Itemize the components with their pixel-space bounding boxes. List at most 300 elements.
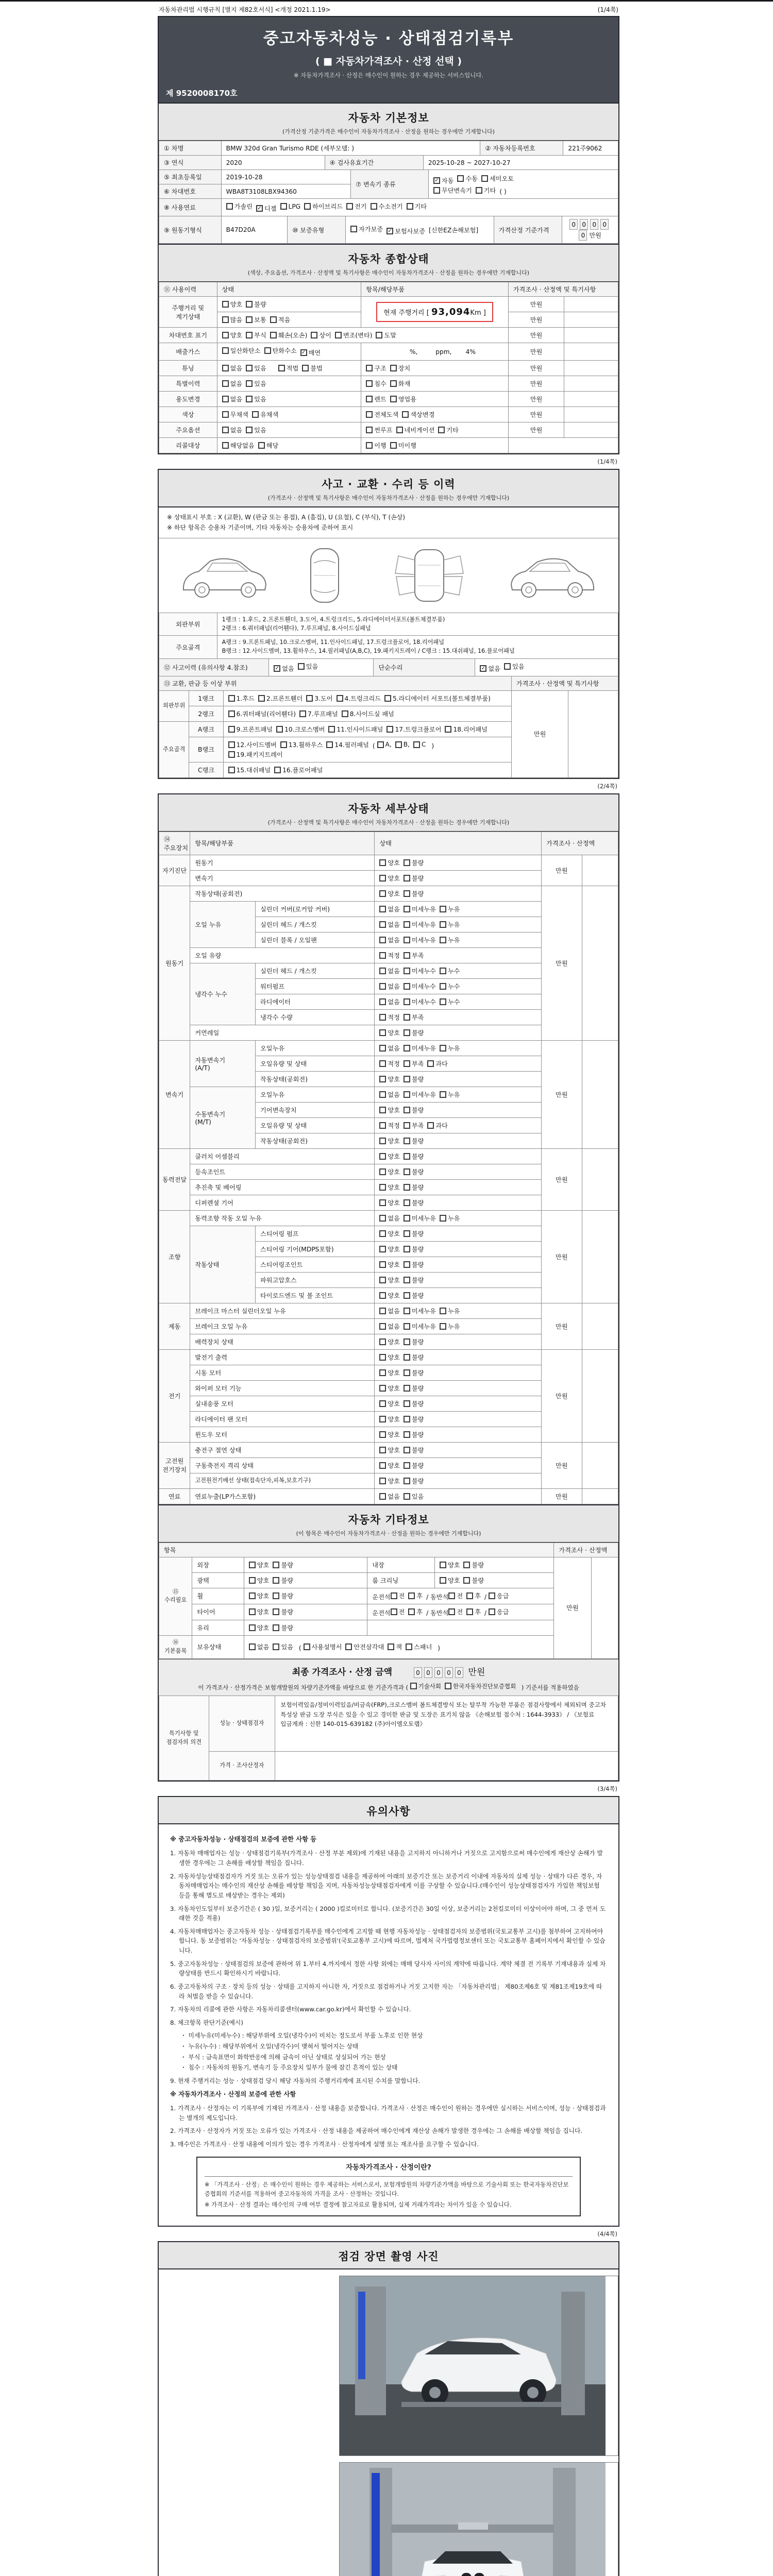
checkbox-option[interactable]: 불량 <box>404 1368 424 1377</box>
checkbox-option[interactable]: 없음 <box>379 997 400 1006</box>
checkbox-option[interactable]: 미세누유 <box>404 1090 436 1099</box>
checkbox-option[interactable]: 부족 <box>404 1121 424 1130</box>
checkbox-option[interactable]: 양호 <box>379 1229 400 1238</box>
checkbox-option[interactable]: 부족 <box>404 951 424 960</box>
checkbox-option[interactable]: 없음 <box>379 1044 400 1053</box>
checkbox-option[interactable]: 불량 <box>404 1291 424 1300</box>
checkbox-option[interactable]: 불량 <box>273 1576 293 1585</box>
table-cell: 내장 <box>367 1557 435 1572</box>
checkbox-option[interactable]: 불량 <box>404 1198 424 1207</box>
checkbox-option[interactable]: 적정 <box>379 951 400 960</box>
checkbox-option[interactable]: 3.도어 <box>306 694 332 703</box>
checkbox-option[interactable]: 없음 <box>379 967 400 975</box>
table-cell: 외장 <box>192 1557 244 1572</box>
checkbox-option[interactable]: 양호 <box>249 1623 270 1632</box>
table-cell <box>434 1572 553 1588</box>
unchecked-checkbox-icon <box>246 427 253 433</box>
checkbox-option[interactable]: LPG <box>280 203 301 210</box>
checkbox-option[interactable]: 불량 <box>404 1245 424 1253</box>
unchecked-checkbox-icon <box>391 1592 397 1599</box>
inspector-opinion-table <box>159 1696 618 1781</box>
checkbox-option[interactable]: 부족 <box>404 1013 424 1022</box>
checkbox-option[interactable]: A, <box>377 741 392 748</box>
unchecked-checkbox-icon <box>433 187 440 194</box>
checkbox-option[interactable]: 있음 <box>246 426 266 434</box>
checkbox-option[interactable]: 없음 <box>379 1322 400 1331</box>
checkbox-option[interactable]: 불량 <box>404 1446 424 1454</box>
unchecked-checkbox-icon <box>222 365 229 371</box>
unchecked-checkbox-icon <box>273 1592 279 1599</box>
table-cell <box>375 994 542 1009</box>
checkbox-option[interactable]: 구조 <box>366 364 386 372</box>
checkbox-option[interactable]: 10.크로스멤버 <box>276 725 325 734</box>
checkbox-option[interactable]: 양호 <box>379 874 400 883</box>
checkbox-option[interactable]: 양호 <box>379 1167 400 1176</box>
table-row <box>159 1696 618 1752</box>
checkbox-option[interactable]: 미세누유 <box>404 1307 436 1315</box>
checkbox-option[interactable]: 적법 <box>278 364 299 372</box>
checkbox-option[interactable]: 사용설명서 <box>304 1642 342 1651</box>
checkbox-option[interactable]: 양호 <box>249 1576 270 1585</box>
checkbox-option[interactable]: 불량 <box>404 1106 424 1114</box>
checkbox-option[interactable]: 네비게이션 <box>396 426 435 434</box>
checkbox-option[interactable]: ✓ 매연 <box>300 348 321 357</box>
checkbox-option[interactable]: 해당 <box>258 441 279 450</box>
checkbox-option[interactable]: 기타 <box>438 426 459 434</box>
unchecked-checkbox-icon <box>404 1014 410 1021</box>
checkbox-option[interactable]: 불량 <box>404 1353 424 1362</box>
checkbox-option[interactable]: 13.휠하우스 <box>280 740 323 749</box>
checkbox-option[interactable]: 부족 <box>404 1059 424 1068</box>
checkbox-option[interactable]: ✓ 없음 <box>274 664 294 673</box>
checkbox-option[interactable]: 불량 <box>404 1167 424 1176</box>
checkbox-option[interactable]: 적정 <box>379 1059 400 1068</box>
checkbox-option[interactable]: 양호 <box>379 1075 400 1083</box>
checkbox-option[interactable]: 양호 <box>249 1561 270 1569</box>
checkbox-option[interactable]: 양호 <box>379 1276 400 1284</box>
checkbox-option[interactable]: 양호 <box>222 331 243 340</box>
checkbox-option[interactable]: 양호 <box>379 1245 400 1253</box>
table-cell <box>375 1133 542 1148</box>
checkbox-option[interactable]: 미세누유 <box>404 905 436 913</box>
checkbox-option[interactable]: 해당없음 <box>222 441 255 450</box>
checkbox-option[interactable]: 양호 <box>379 1198 400 1207</box>
table-row <box>159 1488 618 1504</box>
checkbox-option[interactable]: 수소전기 <box>371 202 403 211</box>
checkbox-option[interactable]: 14.필러패널 <box>326 740 368 749</box>
checkbox-option[interactable]: 전 <box>391 1607 405 1616</box>
checkbox-option[interactable]: 없음 <box>222 364 243 372</box>
checkbox-option[interactable]: 불법 <box>302 364 323 372</box>
checkbox-option[interactable]: 양호 <box>249 1591 270 1600</box>
checkbox-option[interactable]: 없음 <box>379 1090 400 1099</box>
checkbox-option[interactable]: 양호 <box>379 1337 400 1346</box>
checkbox-option[interactable]: 누유 <box>440 920 460 929</box>
checkbox-option[interactable]: 적정 <box>379 1013 400 1022</box>
checkbox-option[interactable]: 누유 <box>440 1090 460 1099</box>
checkbox-option[interactable]: 장치 <box>390 364 411 372</box>
table-cell: ⑯ 기본품목 <box>159 1635 192 1658</box>
checkbox-option[interactable]: 영업용 <box>390 395 416 403</box>
checkbox-option[interactable]: 6.쿼터패널(리어휀다) <box>228 709 296 718</box>
table-row <box>159 361 618 376</box>
unchecked-checkbox-icon <box>246 316 253 323</box>
checkbox-option[interactable]: ✓ 디젤 <box>256 204 277 213</box>
checkbox-option[interactable]: 불량 <box>404 1461 424 1470</box>
checkbox-option[interactable]: ✓ 보험사보증 <box>386 227 425 235</box>
checkbox-option[interactable]: 후 <box>408 1591 423 1600</box>
checkbox-option[interactable]: 누수 <box>440 997 460 1006</box>
notice-subheading: ※ 자동차가격조사 · 산정의 보증에 관한 사항 <box>170 2090 296 2098</box>
unchecked-checkbox-icon <box>222 411 229 418</box>
current-mileage-value: 현재 주행거리 [ 93,094Km ] <box>376 302 493 322</box>
table-cell <box>375 1303 542 1318</box>
checkbox-option[interactable]: 미세누수 <box>404 997 436 1006</box>
checkbox-option[interactable]: 1.후드 <box>228 694 255 703</box>
checkbox-option[interactable]: 불량 <box>404 1028 424 1037</box>
checkbox-option[interactable]: 있음 <box>273 1642 293 1651</box>
table-row <box>159 392 618 407</box>
checkbox-option[interactable]: 양호 <box>379 1353 400 1362</box>
checkbox-option[interactable]: 미세누유 <box>404 1322 436 1331</box>
unchecked-checkbox-icon <box>404 1369 410 1376</box>
checkbox-option[interactable]: 불량 <box>404 1415 424 1423</box>
checkbox-option[interactable]: 불량 <box>404 1430 424 1439</box>
checkbox-option[interactable]: 불량 <box>273 1591 293 1600</box>
checkbox-option[interactable]: 불량 <box>404 889 424 898</box>
checkbox-option[interactable]: 많음 <box>222 315 243 324</box>
unchecked-checkbox-icon <box>408 1592 415 1599</box>
table-row <box>159 832 618 855</box>
unchecked-checkbox-icon <box>440 1323 446 1330</box>
unchecked-checkbox-icon <box>379 1184 386 1191</box>
checkbox-option[interactable]: 양호 <box>379 1152 400 1161</box>
checkbox-option[interactable]: 불량 <box>404 1384 424 1393</box>
checkbox-option[interactable]: 양호 <box>379 1183 400 1192</box>
checkbox-option[interactable]: 침수 <box>366 379 386 388</box>
unchecked-checkbox-icon <box>408 1608 415 1615</box>
checkbox-option[interactable]: ✓ 자동 <box>433 176 454 185</box>
checkbox-option[interactable]: 탄화수소 <box>264 346 297 355</box>
checkbox-option[interactable]: 무채색 <box>222 410 248 419</box>
checkbox-option[interactable]: 전기 <box>346 202 367 211</box>
unchecked-checkbox-icon <box>404 1323 410 1330</box>
inspection-record-document <box>158 4 619 2576</box>
checkbox-option[interactable]: 양호 <box>249 1607 270 1616</box>
basic-info-table-row2 <box>159 155 618 170</box>
unchecked-checkbox-icon <box>228 695 235 702</box>
table-cell <box>375 1195 542 1210</box>
table-cell: 특별이력 <box>159 376 217 392</box>
checkbox-option[interactable]: 불량 <box>273 1561 293 1569</box>
table-cell: 등속조인트 <box>190 1164 375 1179</box>
checkbox-option[interactable]: 세미오토 <box>481 174 514 183</box>
checkbox-option[interactable]: 과다 <box>427 1121 448 1130</box>
table-row <box>159 1040 618 1056</box>
checkbox-option[interactable]: 12.사이드멤버 <box>228 740 277 749</box>
checkbox-option[interactable]: 불량 <box>273 1607 293 1616</box>
checkbox-option[interactable]: B, <box>395 741 410 748</box>
column-header: 단순수리 <box>374 658 475 676</box>
checkbox-option[interactable]: 일산화탄소 <box>222 346 261 355</box>
document-title: 중고자동차성능 · 상태점검기록부 <box>263 29 514 48</box>
checkbox-option[interactable]: 양호 <box>379 1477 400 1485</box>
unchecked-checkbox-icon <box>306 695 313 702</box>
checkbox-option[interactable]: 유채색 <box>252 410 278 419</box>
checkbox-option[interactable]: 누수 <box>440 982 460 991</box>
unchecked-checkbox-icon <box>457 175 464 182</box>
table-cell <box>375 917 542 932</box>
table-cell: 동력전달 <box>159 1148 190 1210</box>
checkbox-option[interactable]: 누수 <box>440 967 460 975</box>
table-row <box>159 1349 618 1365</box>
checkbox-option[interactable]: 불량 <box>404 1183 424 1192</box>
checkbox-option[interactable]: 불량 <box>404 1477 424 1485</box>
unchecked-checkbox-icon <box>404 1431 410 1438</box>
checkbox-option[interactable]: 상이 <box>311 331 331 340</box>
checkbox-option[interactable]: 미이행 <box>390 441 416 450</box>
checkbox-option[interactable]: 없음 <box>249 1642 270 1651</box>
notice-sub-item: ・ 부식 : 금속표면이 화학반응에 의해 금속이 아닌 상태로 상실되어 가는 현상 <box>180 2053 386 2061</box>
checkbox-option[interactable]: 미세누유 <box>404 920 436 929</box>
checkbox-option[interactable]: 전 <box>391 1591 405 1600</box>
table-cell <box>375 1009 542 1025</box>
checkbox-option[interactable]: 누유 <box>440 1044 460 1053</box>
checkbox-option[interactable]: 보통 <box>246 315 266 324</box>
checkbox-option[interactable]: 양호 <box>379 1461 400 1470</box>
unchecked-checkbox-icon <box>379 952 386 959</box>
checkbox-option[interactable]: 미세누유 <box>404 1044 436 1053</box>
checkbox-option[interactable]: 양호 <box>379 1415 400 1423</box>
checkbox-option[interactable]: 2.프론트휀더 <box>258 694 303 703</box>
checkbox-option[interactable]: 양호 <box>379 1106 400 1114</box>
checkbox-option[interactable]: 양호 <box>379 1368 400 1377</box>
unchecked-checkbox-icon <box>273 1608 279 1615</box>
checkbox-option[interactable]: 불량 <box>273 1623 293 1632</box>
checkbox-option[interactable]: 있음 <box>504 662 525 671</box>
table-row <box>159 343 618 361</box>
checkbox-option[interactable]: 18.리어패널 <box>445 725 487 734</box>
checkbox-option[interactable]: 부식 <box>246 331 266 340</box>
checkbox-option[interactable]: 양호 <box>379 1399 400 1408</box>
checkbox-option[interactable]: 17.트렁크플로어 <box>386 725 441 734</box>
unchecked-checkbox-icon <box>404 1416 410 1422</box>
unchecked-checkbox-icon <box>390 365 397 371</box>
checkbox-option[interactable]: 양호 <box>440 1576 460 1585</box>
checkbox-option[interactable]: 누유 <box>440 905 460 913</box>
checkbox-option[interactable]: 응급 <box>489 1607 509 1616</box>
checkbox-option[interactable]: 불량 <box>463 1561 484 1569</box>
table-row <box>159 1543 618 1557</box>
checkbox-option[interactable]: 없음 <box>222 395 243 403</box>
checkbox-option[interactable]: 양호 <box>379 1430 400 1439</box>
table-cell: 고전원 전기장치 <box>159 1442 190 1488</box>
table-cell: 타이어 <box>192 1604 244 1620</box>
checkbox-option[interactable]: 불량 <box>404 1152 424 1161</box>
unchecked-checkbox-icon <box>246 380 253 387</box>
checkbox-option[interactable]: 불량 <box>246 300 266 309</box>
checkbox-option[interactable]: 불량 <box>404 858 424 867</box>
checkbox-option[interactable]: 썬루프 <box>366 426 392 434</box>
checkbox-option[interactable]: 4.트렁크리드 <box>337 694 381 703</box>
checkbox-option[interactable]: 색상변경 <box>402 410 434 419</box>
checkbox-option[interactable]: 적정 <box>379 1121 400 1130</box>
checkbox-option[interactable]: 훼손(오손) <box>270 331 308 340</box>
checkbox-option[interactable]: 응급 <box>489 1591 509 1600</box>
checkbox-option[interactable]: 미세누수 <box>404 967 436 975</box>
checkbox-option[interactable]: 양호 <box>379 1291 400 1300</box>
checkbox-option[interactable]: C <box>413 741 426 748</box>
checkbox-option[interactable]: 수동 <box>457 174 478 183</box>
checkbox-option[interactable]: 불량 <box>404 1337 424 1346</box>
table-cell <box>375 1458 542 1473</box>
checkbox-option[interactable]: 자가보증 <box>350 225 383 233</box>
column-header: 항목/해당부품 <box>190 832 375 855</box>
checkbox-option[interactable]: 양호 <box>222 300 243 309</box>
unchecked-checkbox-icon <box>379 1292 386 1299</box>
checkbox-option[interactable]: 있음 <box>246 364 266 372</box>
table-cell: 만원 <box>508 361 564 376</box>
checkbox-option[interactable]: 있음 <box>246 395 266 403</box>
checkbox-option[interactable]: 이행 <box>366 441 386 450</box>
checkbox-option[interactable]: 있음 <box>246 379 266 388</box>
checkbox-option[interactable]: 없음 <box>379 905 400 913</box>
checkbox-option[interactable]: 안전삼각대 <box>345 1642 384 1651</box>
checkbox-option[interactable]: 없음 <box>379 936 400 944</box>
table-cell <box>221 199 618 216</box>
checkbox-option[interactable]: 한국자동차진단보증협회 <box>445 1682 516 1690</box>
checkbox-option[interactable]: 없음 <box>379 920 400 929</box>
checkbox-option[interactable]: 양호 <box>379 1446 400 1454</box>
checkbox-option[interactable]: 미세누수 <box>404 982 436 991</box>
checkbox-option[interactable]: 불량 <box>404 1075 424 1083</box>
table-cell <box>217 392 361 407</box>
table-cell <box>564 422 618 438</box>
table-cell <box>375 1040 542 1056</box>
checkbox-option[interactable]: 15.대쉬패널 <box>228 766 271 774</box>
overall-status-title: 자동차 종합상태 <box>348 253 429 265</box>
checkbox-option[interactable]: 있음 <box>298 662 318 671</box>
checkbox-option[interactable]: ✓ 없음 <box>480 664 500 673</box>
checkbox-option[interactable]: 누유 <box>440 1322 460 1331</box>
checkbox-option[interactable]: 가솔린 <box>226 202 253 211</box>
checkbox-option[interactable]: 무단변속기 <box>433 186 472 195</box>
checkbox-option[interactable]: 기술사회 <box>410 1682 441 1690</box>
checkbox-option[interactable]: 없음 <box>379 1307 400 1315</box>
table-cell: 작동상태(공회전) <box>256 1133 375 1148</box>
checkbox-option[interactable]: 양호 <box>379 1260 400 1269</box>
checkbox-option[interactable]: 화재 <box>390 379 411 388</box>
unchecked-checkbox-icon <box>366 411 373 418</box>
checkbox-option[interactable]: 없음 <box>379 982 400 991</box>
checkbox-option[interactable]: 8.사이드실 패널 <box>342 709 394 718</box>
checkbox-option[interactable]: 하이브리드 <box>304 202 343 211</box>
checkbox-option[interactable]: 불량 <box>404 1137 424 1145</box>
table-cell <box>568 690 618 777</box>
table-cell <box>361 392 509 407</box>
unchecked-checkbox-icon <box>304 1643 310 1650</box>
checkbox-option[interactable]: 양호 <box>440 1561 460 1569</box>
checkbox-option[interactable]: 양호 <box>379 858 400 867</box>
checkbox-option[interactable]: 불량 <box>463 1576 484 1585</box>
checkbox-option[interactable]: 기타 <box>407 202 427 211</box>
checkbox-option[interactable]: 렌트 <box>366 395 386 403</box>
checkbox-option[interactable]: 양호 <box>379 1028 400 1037</box>
checkbox-option[interactable]: 미세누유 <box>404 1214 436 1223</box>
checkbox-option[interactable]: 양호 <box>379 1384 400 1393</box>
checkbox-option[interactable]: 9.프론트패널 <box>228 725 273 734</box>
checkbox-option[interactable]: 없음 <box>379 1214 400 1223</box>
table-cell <box>375 963 542 978</box>
checkbox-option[interactable]: 후 <box>466 1591 481 1600</box>
checkbox-option[interactable]: 후 <box>408 1607 423 1616</box>
checkbox-option[interactable]: 없음 <box>222 426 243 434</box>
table-cell: 주요옵션 <box>159 422 217 438</box>
table-cell <box>375 1334 542 1349</box>
checkbox-option[interactable]: 잭 <box>388 1642 402 1651</box>
page-top-border <box>0 0 773 2</box>
checkbox-option[interactable]: 불량 <box>404 874 424 883</box>
checkbox-option[interactable]: 불량 <box>404 1399 424 1408</box>
checkbox-option[interactable]: 7.루프패널 <box>299 709 338 718</box>
checkbox-option[interactable]: 미세누유 <box>404 936 436 944</box>
table-cell <box>375 1349 542 1365</box>
checkbox-option[interactable]: 없음 <box>222 379 243 388</box>
checkbox-option[interactable]: 5.라디에이터 서포트(볼트체결부품) <box>384 694 491 703</box>
unchecked-checkbox-icon <box>345 1643 352 1650</box>
checkbox-option[interactable]: 불량 <box>404 1260 424 1269</box>
checkbox-option[interactable]: 19.패키지트레이 <box>228 750 283 759</box>
price-survey-select-label: ( ■ 자동차가격조사 · 산정 선택 ) <box>315 56 462 67</box>
checkbox-option[interactable]: 적음 <box>270 315 291 324</box>
checkbox-option[interactable]: 전체도색 <box>366 410 398 419</box>
checkbox-option[interactable]: 16.플로어패널 <box>274 766 323 774</box>
checkbox-option[interactable]: 기타 <box>476 186 496 195</box>
checkbox-option[interactable]: 양호 <box>379 1137 400 1145</box>
table-cell: 만원 <box>542 1303 582 1349</box>
checkbox-option[interactable]: 없음 <box>379 1492 400 1501</box>
checkbox-option[interactable]: 누유 <box>440 1214 460 1223</box>
checkbox-option[interactable]: 전 <box>448 1607 463 1616</box>
checkbox-option[interactable]: 과다 <box>427 1059 448 1068</box>
column-header: ⑫ 사고이력 (유의사항 4.참조) <box>159 658 269 676</box>
checkbox-option[interactable]: 누유 <box>440 936 460 944</box>
checkbox-option[interactable]: 도말 <box>376 331 396 340</box>
checkbox-option[interactable]: 변조(변타) <box>335 331 373 340</box>
checkbox-option[interactable]: 불량 <box>404 1276 424 1284</box>
unchecked-checkbox-icon <box>391 1608 397 1615</box>
table-row <box>159 328 618 343</box>
unchecked-checkbox-icon <box>404 1045 410 1052</box>
checkbox-option[interactable]: 후 <box>466 1607 481 1616</box>
checkbox-option[interactable]: 있음 <box>404 1492 424 1501</box>
unchecked-checkbox-icon <box>226 203 233 210</box>
checkbox-option[interactable]: 스패너 <box>406 1642 432 1651</box>
checkbox-option[interactable]: 11.인사이드패널 <box>328 725 383 734</box>
table-cell: 와이퍼 모터 기능 <box>190 1380 375 1396</box>
unchecked-checkbox-icon <box>379 1045 386 1052</box>
appraiser-comment <box>275 1752 618 1781</box>
checkbox-option[interactable]: 불량 <box>404 1229 424 1238</box>
checkbox-option[interactable]: 누유 <box>440 1307 460 1315</box>
table-cell: 만원 <box>508 376 564 392</box>
unchecked-checkbox-icon <box>386 726 393 733</box>
checkbox-option[interactable]: 양호 <box>379 889 400 898</box>
table-cell <box>217 312 361 328</box>
unchecked-checkbox-icon <box>404 1385 410 1392</box>
table-cell: C랭크 <box>189 762 223 777</box>
checkbox-option[interactable]: 전 <box>448 1591 463 1600</box>
